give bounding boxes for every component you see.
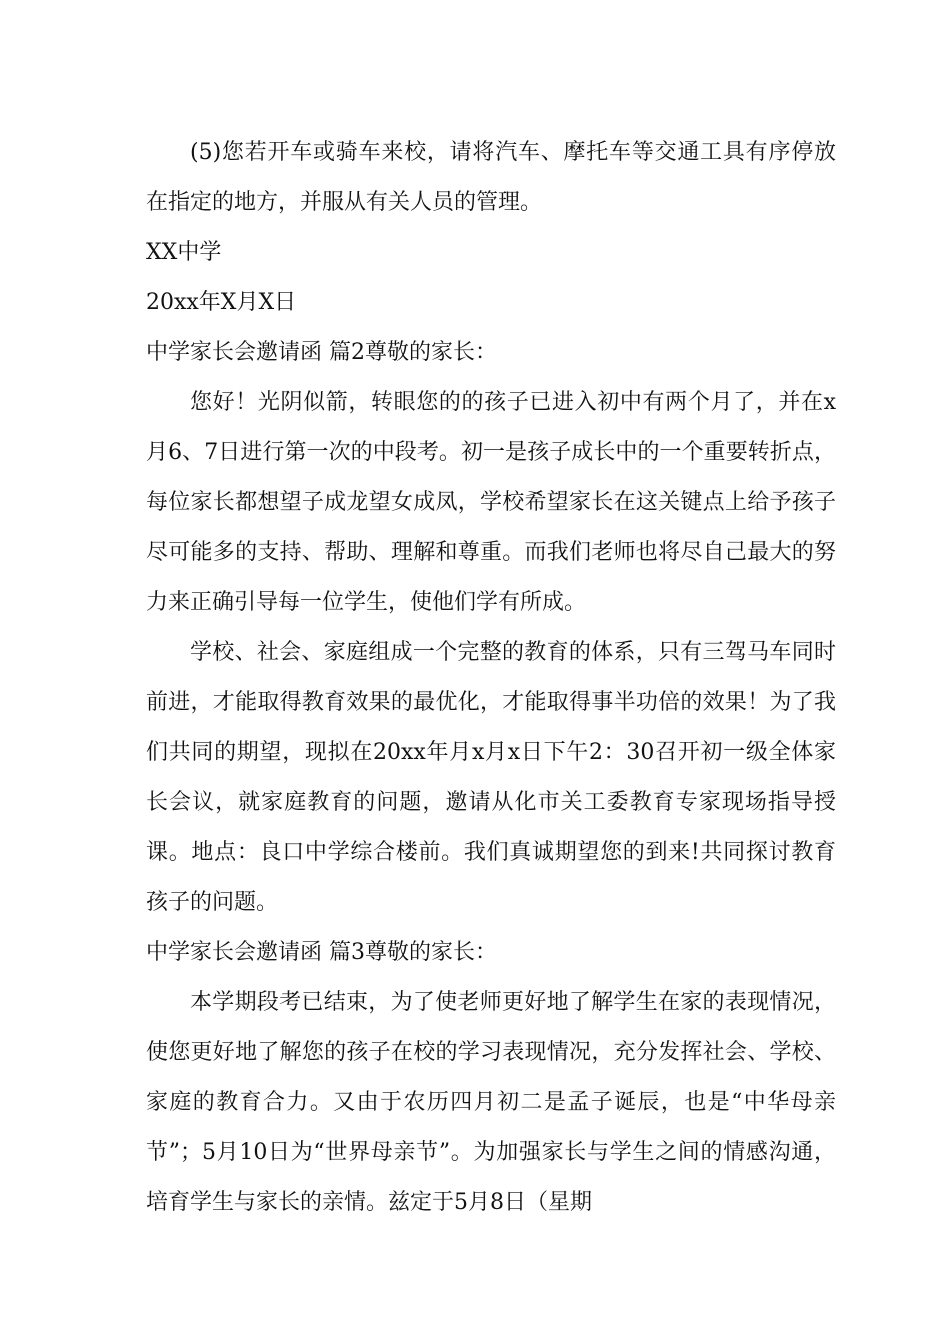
paragraph-traffic-notice: (5)您若开车或骑车来校，请将汽车、摩托车等交通工具有序停放在指定的地方，并服从有关人员的管理。 — [146, 140, 836, 215]
signature-date: 20xx年X月X日 — [146, 290, 297, 315]
paragraph-mothers-day: 本学期段考已结束，为了使老师更好地了解学生在家的表现情况，使您更好地了解您的孩子在校的学习表现情况，充分发挥社会、学校、家庭的教育合力。又由于农历四月初二是孟子诞辰，也是“中华母亲节”；5月10日为“世界母亲节”。为加强家长与学生之间的情感沟通，培育学生与家长的亲情。兹定于5月8日（星期 — [146, 990, 836, 1215]
section-heading-3: 中学家长会邀请函 篇3尊敬的家长： — [146, 940, 497, 965]
paragraph-greeting: 您好！光阴似箭，转眼您的的孩子已进入初中有两个月了，并在x月6、7日进行第一次的中段考。初一是孩子成长中的一个重要转折点，每位家长都想望子成龙望女成凤，学校希望家长在这关键点上给予孩子尽可能多的支持、帮助、理解和尊重。而我们老师也将尽自己最大的努力来正确引导每一位学生，使他们学有所成。 — [146, 390, 836, 615]
paragraph-meeting-details: 学校、社会、家庭组成一个完整的教育的体系，只有三驾马车同时前进，才能取得教育效果的最优化，才能取得事半功倍的效果！为了我们共同的期望，现拟在20xx年月x月x日下午2：30召开初一级全体家长会议，就家庭教育的问题，邀请从化市关工委教育专家现场指导授课。地点：良口中学综合楼前。我们真诚期望您的到来!共同探讨教育孩子的问题。 — [146, 640, 836, 915]
signature-school: XX中学 — [146, 240, 222, 265]
document-body — [146, 128, 836, 1228]
section-heading-2: 中学家长会邀请函 篇2尊敬的家长： — [146, 340, 497, 365]
